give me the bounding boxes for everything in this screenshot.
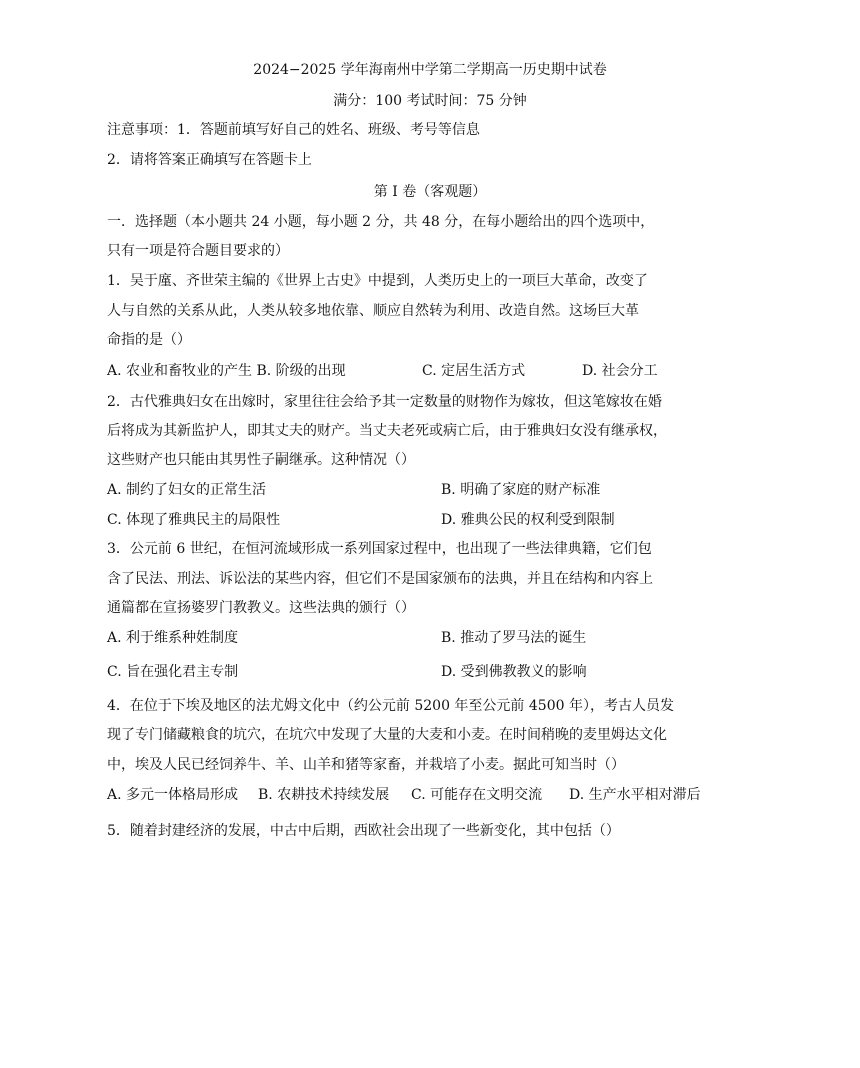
question-2-option: B. 明确了家庭的财产标准 <box>441 482 601 498</box>
question-4-option: A. 多元一体格局形成 <box>107 787 239 803</box>
question-3-text: 通篇都在宣扬婆罗门教教义。这些法典的颁行（） <box>107 600 415 616</box>
question-3-option: C. 旨在强化君主专制 <box>107 664 239 680</box>
question-3-option: A. 利于维系种姓制度 <box>107 630 239 646</box>
question-1-text: 命指的是（） <box>107 332 191 348</box>
question-3-text: 含了民法、刑法、诉讼法的某些内容，但它们不是国家颁布的法典，并且在结构和内容上 <box>107 571 653 587</box>
question-3-option: D. 受到佛教教义的影响 <box>441 664 587 680</box>
note-line: 2．请将答案正确填写在答题卡上 <box>107 152 312 168</box>
question-1-text: 人与自然的关系从此，人类从较多地依靠、顺应自然转为利用、改造自然。这场巨大革 <box>107 303 639 319</box>
section-instructions: 只有一项是符合题目要求的） <box>107 243 289 259</box>
question-2-option: C. 体现了雅典民主的局限性 <box>107 512 281 528</box>
note-line: 注意事项：1．答题前填写好自己的姓名、班级、考号等信息 <box>107 122 480 138</box>
question-2-option: D. 雅典公民的权利受到限制 <box>441 512 615 528</box>
question-4-option: C. 可能存在文明交流 <box>411 787 543 803</box>
section-instructions: 一．选择题（本小题共 24 小题，每小题 2 分，共 48 分，在每小题给出的四个选项中， <box>107 214 655 230</box>
question-2-text: 2．古代雅典妇女在出嫁时，家里往往会给予其一定数量的财物作为嫁妆，但这笔嫁妆在婚 <box>107 394 662 410</box>
question-1-option: C. 定居生活方式 <box>422 363 526 379</box>
exam-subtitle: 满分：100 考试时间：75 分钟 <box>333 93 527 109</box>
question-1-text: 1．吴于廑、齐世荣主编的《世界上古史》中提到，人类历史上的一项巨大革命，改变了 <box>107 273 648 289</box>
question-1-option: A. 农业和畜牧业的产生 B. 阶级的出现 <box>107 363 346 379</box>
question-1-option: D. 社会分工 <box>582 363 658 379</box>
question-2-text: 后将成为其新监护人，即其丈夫的财产。当丈夫老死或病亡后，由于雅典妇女没有继承权， <box>107 423 667 439</box>
question-2-text: 这些财产也只能由其男性子嗣继承。这种情况（） <box>107 452 415 468</box>
question-4-text: 中，埃及人民已经饲养牛、羊、山羊和猪等家畜，并栽培了小麦。据此可知当时（） <box>107 757 625 773</box>
question-3-text: 3．公元前 6 世纪，在恒河流域形成一系列国家过程中，也出现了一些法律典籍，它们包 <box>107 541 652 557</box>
question-2-option: A. 制约了妇女的正常生活 <box>107 482 267 498</box>
question-4-text: 现了专门储藏粮食的坑穴，在坑穴中发现了大量的大麦和小麦。在时间稍晚的麦里姆达文化 <box>107 727 667 743</box>
exam-title: 2024−2025 学年海南州中学第二学期高一历史期中试卷 <box>253 62 607 78</box>
question-4-option: D. 生产水平相对滞后 <box>569 787 701 803</box>
question-4-text: 4．在位于下埃及地区的法尤姆文化中（约公元前 5200 年至公元前 4500 年），考古人员发 <box>107 698 674 714</box>
question-4-option: B. 农耕技术持续发展 <box>258 787 390 803</box>
section-title: 第 I 卷（客观题） <box>373 184 487 200</box>
question-3-option: B. 推动了罗马法的诞生 <box>441 630 587 646</box>
question-5-text: 5．随着封建经济的发展，中古中后期，西欧社会出现了一些新变化，其中包括（） <box>107 823 620 839</box>
